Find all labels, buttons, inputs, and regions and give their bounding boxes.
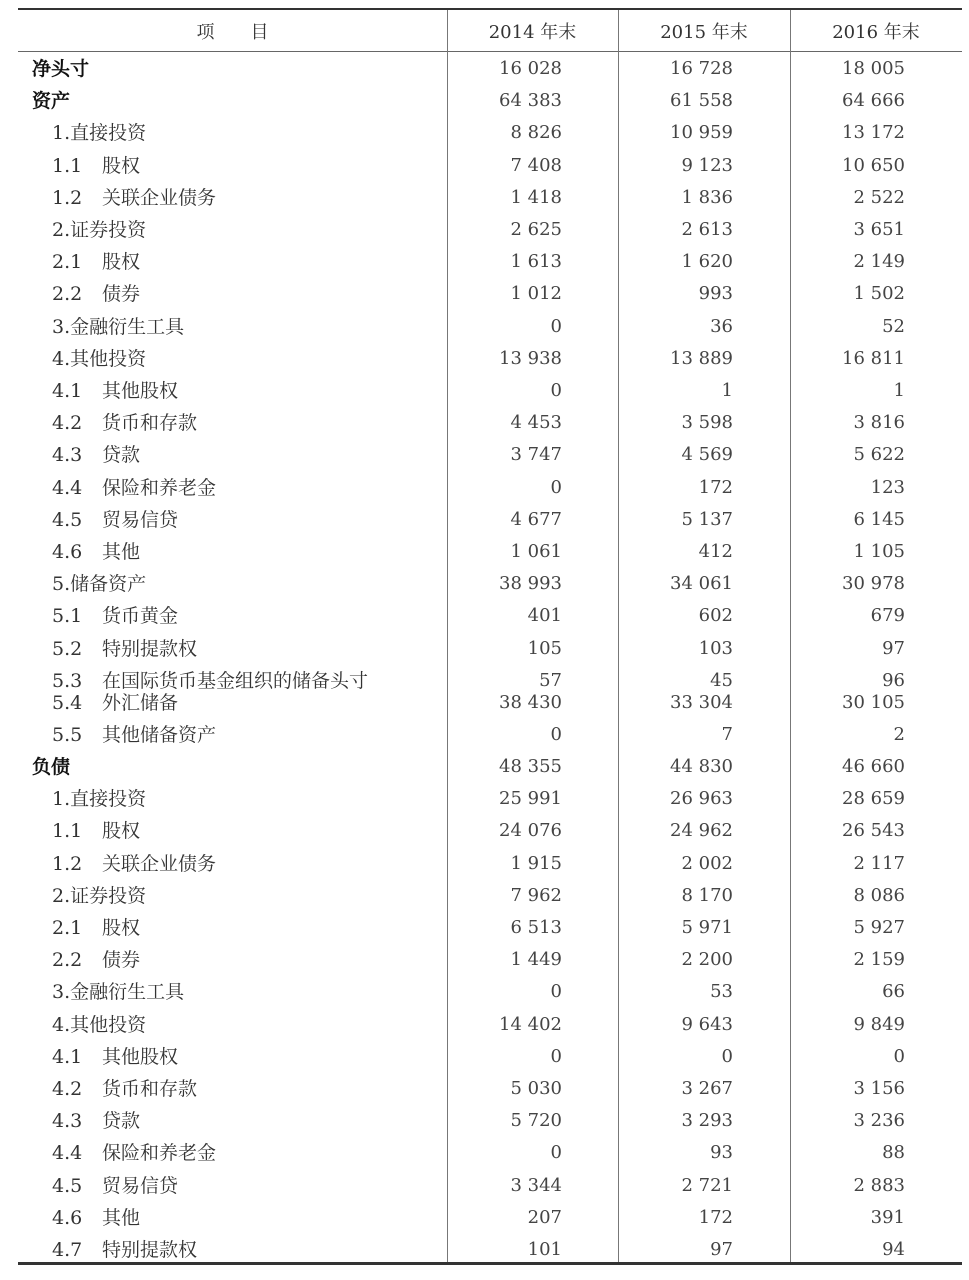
value-2016: 16 811 bbox=[842, 347, 905, 369]
value-2014: 1 012 bbox=[510, 283, 562, 305]
value-2014: 1 418 bbox=[510, 186, 562, 208]
header-2016: 2016 年末 bbox=[832, 21, 920, 43]
row-code: 4.5 bbox=[52, 508, 83, 531]
row-label bbox=[52, 1204, 140, 1232]
table-row bbox=[18, 882, 962, 910]
value-2016: 3 651 bbox=[853, 219, 905, 240]
table-row bbox=[18, 753, 962, 781]
row-text: 关联企业债务 bbox=[102, 186, 217, 209]
value-2016: 2 522 bbox=[853, 186, 905, 208]
row-text: 贷款 bbox=[102, 444, 141, 467]
row-label bbox=[52, 345, 146, 373]
row-text: 其他储备资产 bbox=[102, 723, 217, 746]
value-2016: 88 bbox=[882, 1142, 905, 1164]
value-2014: 5 720 bbox=[510, 1110, 562, 1132]
value-2014: 207 bbox=[527, 1206, 562, 1228]
row-text: 在国际货币基金组织的储备头寸 bbox=[102, 669, 369, 692]
value-2014: 3 344 bbox=[510, 1174, 562, 1196]
value-2014: 38 430 bbox=[499, 691, 562, 713]
value-2014: 5 030 bbox=[510, 1078, 562, 1099]
value-2015: 61 558 bbox=[670, 90, 733, 112]
row-text: 股权 bbox=[102, 820, 141, 843]
value-2015: 1 620 bbox=[681, 251, 733, 273]
value-2016: 2 883 bbox=[853, 1174, 905, 1196]
value-2015: 10 959 bbox=[670, 122, 733, 144]
row-code: 2.2 bbox=[52, 283, 83, 306]
value-2016: 10 650 bbox=[842, 154, 905, 176]
table-row bbox=[18, 635, 962, 663]
row-label bbox=[52, 946, 140, 974]
row-code: 1.2 bbox=[52, 186, 83, 209]
table-row bbox=[18, 538, 962, 566]
row-text: 货币和存款 bbox=[102, 412, 198, 435]
value-2016: 3 816 bbox=[853, 412, 905, 434]
row-text: 其他股权 bbox=[102, 380, 179, 402]
value-2014: 8 826 bbox=[510, 122, 562, 144]
value-2015: 2 721 bbox=[681, 1174, 733, 1196]
value-2016: 30 105 bbox=[842, 691, 905, 713]
row-text: 金融衍生工具 bbox=[70, 315, 185, 338]
row-label bbox=[52, 602, 178, 630]
value-2015: 36 bbox=[710, 315, 733, 337]
row-code: 4.4 bbox=[52, 476, 83, 499]
value-2016: 30 978 bbox=[842, 573, 905, 595]
value-2016: 46 660 bbox=[842, 756, 905, 777]
value-2014: 24 076 bbox=[499, 820, 562, 842]
value-2014: 0 bbox=[550, 1142, 562, 1164]
row-text: 特别提款权 bbox=[102, 637, 198, 660]
row-text: 保险和养老金 bbox=[102, 476, 217, 499]
value-2016: 28 659 bbox=[842, 788, 905, 810]
value-2016: 96 bbox=[882, 669, 905, 691]
row-code: 5. bbox=[52, 573, 71, 596]
row-label bbox=[52, 409, 197, 437]
row-text: 其他 bbox=[102, 1206, 141, 1229]
row-label bbox=[52, 216, 146, 244]
value-2014: 0 bbox=[550, 981, 562, 1003]
header-2014: 2014 年末 bbox=[488, 21, 577, 43]
row-code: 4. bbox=[52, 347, 71, 370]
value-2015: 1 836 bbox=[681, 186, 733, 208]
table-row bbox=[18, 441, 962, 469]
value-2014: 16 028 bbox=[499, 58, 562, 79]
table-row bbox=[18, 978, 962, 1006]
table-row bbox=[18, 1236, 962, 1264]
row-text: 直接投资 bbox=[70, 122, 147, 145]
value-2015: 103 bbox=[698, 637, 733, 659]
value-2014: 3 747 bbox=[510, 444, 562, 466]
row-code: 4.1 bbox=[52, 1045, 83, 1068]
row-code: 5.5 bbox=[52, 723, 83, 746]
row-code: 4.4 bbox=[52, 1142, 83, 1165]
value-2016: 1 105 bbox=[853, 541, 905, 562]
row-text: 其他投资 bbox=[70, 1013, 147, 1036]
value-2016: 94 bbox=[882, 1239, 905, 1260]
row-code: 4.6 bbox=[52, 1206, 83, 1229]
row-text: 贸易信贷 bbox=[102, 508, 179, 531]
table-row bbox=[18, 914, 962, 942]
table-row bbox=[18, 721, 962, 749]
row-code: 4.1 bbox=[52, 380, 83, 402]
row-label bbox=[52, 441, 140, 469]
value-2016: 2 159 bbox=[853, 949, 905, 971]
table-row bbox=[18, 248, 962, 276]
row-label bbox=[52, 377, 178, 405]
row-label bbox=[52, 635, 197, 663]
table-row bbox=[18, 377, 962, 405]
value-2016: 13 172 bbox=[842, 122, 905, 144]
value-2015: 3 267 bbox=[681, 1078, 733, 1099]
row-text: 股权 bbox=[102, 154, 141, 177]
table-row bbox=[18, 280, 962, 308]
row-label bbox=[52, 474, 216, 502]
value-2015: 3 598 bbox=[681, 412, 733, 434]
row-code: 3. bbox=[52, 981, 71, 1004]
row-label bbox=[52, 119, 146, 147]
value-2016: 2 149 bbox=[853, 251, 905, 273]
row-code: 4. bbox=[52, 1013, 71, 1036]
value-2016: 8 086 bbox=[853, 884, 905, 906]
value-2014: 4 453 bbox=[510, 412, 562, 434]
table-row bbox=[18, 345, 962, 373]
value-2014: 1 613 bbox=[510, 251, 562, 273]
table-row bbox=[18, 55, 962, 83]
row-label bbox=[52, 1139, 216, 1167]
value-2015: 5 971 bbox=[681, 917, 733, 938]
table-row bbox=[18, 152, 962, 180]
row-code: 2. bbox=[52, 884, 71, 907]
value-2014: 13 938 bbox=[499, 347, 562, 369]
table-bottom-rule bbox=[18, 1262, 962, 1265]
row-code: 4.7 bbox=[52, 1239, 83, 1261]
value-2014: 0 bbox=[550, 476, 562, 498]
value-2015: 9 123 bbox=[681, 154, 733, 176]
value-2015: 16 728 bbox=[670, 58, 733, 79]
value-2016: 1 502 bbox=[853, 283, 905, 305]
value-2015: 1 bbox=[721, 380, 733, 401]
row-label bbox=[52, 1075, 197, 1103]
value-2014: 7 962 bbox=[510, 884, 562, 906]
value-2016: 5 622 bbox=[853, 444, 905, 466]
table-row bbox=[18, 474, 962, 502]
value-2016: 2 bbox=[893, 723, 905, 745]
table-row bbox=[18, 689, 962, 717]
value-2015: 3 293 bbox=[681, 1110, 733, 1132]
row-text: 债券 bbox=[102, 949, 141, 972]
value-2015: 34 061 bbox=[670, 573, 733, 595]
row-text: 其他 bbox=[102, 541, 141, 563]
row-label bbox=[52, 506, 178, 534]
row-label bbox=[52, 689, 178, 717]
value-2014: 38 993 bbox=[499, 573, 562, 595]
value-2015: 26 963 bbox=[670, 788, 733, 810]
table-row bbox=[18, 1204, 962, 1232]
row-label bbox=[52, 538, 140, 566]
row-text: 其他投资 bbox=[70, 347, 147, 370]
value-2015: 45 bbox=[710, 669, 733, 691]
value-2016: 2 117 bbox=[853, 852, 905, 874]
value-2015: 602 bbox=[698, 605, 733, 627]
row-text: 储备资产 bbox=[70, 573, 147, 596]
table-row bbox=[18, 184, 962, 212]
row-label bbox=[52, 313, 184, 341]
row-label bbox=[52, 1043, 178, 1071]
value-2015: 412 bbox=[698, 541, 733, 562]
value-2015: 5 137 bbox=[681, 508, 733, 530]
value-2016: 1 bbox=[893, 380, 905, 401]
value-2014: 0 bbox=[550, 315, 562, 337]
table-row bbox=[18, 946, 962, 974]
value-2015: 24 962 bbox=[670, 820, 733, 842]
value-2015: 13 889 bbox=[670, 347, 733, 369]
row-label bbox=[52, 570, 146, 598]
row-code: 4.5 bbox=[52, 1174, 83, 1197]
table-row bbox=[18, 313, 962, 341]
row-label bbox=[52, 850, 216, 878]
row-label bbox=[52, 1107, 140, 1135]
value-2014: 1 915 bbox=[510, 852, 562, 874]
row-text: 资产 bbox=[32, 90, 71, 113]
value-2016: 64 666 bbox=[842, 90, 905, 112]
row-label bbox=[52, 817, 140, 845]
value-2014: 0 bbox=[550, 380, 562, 401]
row-label bbox=[52, 1172, 178, 1200]
value-2015: 44 830 bbox=[670, 756, 733, 777]
row-code: 1.2 bbox=[52, 852, 83, 875]
table-row bbox=[18, 1011, 962, 1039]
row-label bbox=[52, 882, 146, 910]
table-row bbox=[18, 785, 962, 813]
row-label bbox=[52, 1011, 146, 1039]
table-row bbox=[18, 850, 962, 878]
value-2015: 7 bbox=[721, 723, 733, 745]
row-code: 1.1 bbox=[52, 154, 83, 177]
value-2016: 66 bbox=[882, 981, 905, 1003]
value-2014: 7 408 bbox=[510, 154, 562, 176]
row-text: 保险和养老金 bbox=[102, 1142, 217, 1165]
row-text: 贸易信贷 bbox=[102, 1174, 179, 1197]
row-code: 2.1 bbox=[52, 251, 83, 274]
table-row bbox=[18, 1043, 962, 1071]
table-row bbox=[18, 119, 962, 147]
value-2014: 4 677 bbox=[510, 508, 562, 530]
row-text: 证券投资 bbox=[70, 219, 147, 241]
table-row bbox=[18, 1107, 962, 1135]
row-code: 2.1 bbox=[52, 917, 83, 939]
row-text: 股权 bbox=[102, 917, 141, 939]
value-2015: 53 bbox=[710, 981, 733, 1003]
row-code: 5.4 bbox=[52, 691, 83, 714]
row-code: 3. bbox=[52, 315, 71, 338]
value-2016: 123 bbox=[870, 476, 905, 498]
row-label bbox=[52, 152, 140, 180]
row-text: 净头寸 bbox=[32, 58, 90, 80]
row-label bbox=[32, 753, 70, 781]
row-text: 股权 bbox=[102, 251, 141, 274]
value-2015: 172 bbox=[698, 476, 733, 498]
row-code: 4.3 bbox=[52, 444, 83, 467]
value-2016: 18 005 bbox=[842, 58, 905, 79]
value-2015: 4 569 bbox=[681, 444, 733, 466]
value-2014: 105 bbox=[527, 637, 562, 659]
value-2014: 6 513 bbox=[510, 917, 562, 938]
value-2014: 401 bbox=[527, 605, 562, 627]
row-text: 关联企业债务 bbox=[102, 852, 217, 875]
row-code: 2.2 bbox=[52, 949, 83, 972]
row-label bbox=[52, 914, 140, 942]
table-row bbox=[18, 506, 962, 534]
row-code: 5.2 bbox=[52, 637, 83, 660]
value-2016: 97 bbox=[882, 637, 905, 659]
row-text: 其他股权 bbox=[102, 1045, 179, 1068]
table-row bbox=[18, 817, 962, 845]
row-label bbox=[52, 280, 140, 308]
table-row bbox=[18, 1139, 962, 1167]
row-text: 债券 bbox=[102, 283, 141, 306]
row-code: 4.3 bbox=[52, 1110, 83, 1133]
row-code: 4.2 bbox=[52, 412, 83, 435]
value-2016: 679 bbox=[870, 605, 905, 627]
row-text: 外汇储备 bbox=[102, 691, 179, 714]
table-row bbox=[18, 602, 962, 630]
table-row bbox=[18, 570, 962, 598]
row-code: 2. bbox=[52, 219, 71, 241]
row-text: 特别提款权 bbox=[102, 1239, 198, 1261]
row-label bbox=[52, 184, 216, 212]
row-code: 4.6 bbox=[52, 541, 83, 563]
row-code: 5.1 bbox=[52, 605, 83, 628]
row-text: 证券投资 bbox=[70, 884, 147, 907]
value-2014: 25 991 bbox=[499, 788, 562, 810]
row-code: 4.2 bbox=[52, 1078, 83, 1100]
value-2016: 6 145 bbox=[853, 508, 905, 530]
value-2015: 93 bbox=[710, 1142, 733, 1164]
value-2015: 172 bbox=[698, 1206, 733, 1228]
row-label bbox=[52, 978, 184, 1006]
value-2015: 2 200 bbox=[681, 949, 733, 971]
value-2016: 0 bbox=[893, 1045, 905, 1067]
value-2014: 101 bbox=[527, 1239, 562, 1260]
row-label bbox=[32, 55, 89, 83]
row-text: 货币黄金 bbox=[102, 605, 179, 628]
row-label bbox=[52, 1236, 197, 1264]
value-2016: 391 bbox=[870, 1206, 905, 1228]
table-row bbox=[18, 216, 962, 244]
row-text: 贷款 bbox=[102, 1110, 141, 1133]
value-2016: 3 236 bbox=[853, 1110, 905, 1132]
table-row bbox=[18, 1172, 962, 1200]
header-2015: 2015 年末 bbox=[660, 21, 748, 43]
value-2015: 2 613 bbox=[681, 219, 733, 240]
value-2015: 993 bbox=[698, 283, 733, 305]
value-2016: 9 849 bbox=[853, 1013, 905, 1035]
value-2016: 52 bbox=[882, 315, 905, 337]
value-2014: 0 bbox=[550, 1045, 562, 1067]
value-2016: 3 156 bbox=[853, 1078, 905, 1099]
row-label bbox=[52, 785, 146, 813]
value-2015: 9 643 bbox=[681, 1013, 733, 1035]
value-2014: 48 355 bbox=[499, 756, 562, 777]
value-2014: 57 bbox=[539, 669, 562, 691]
value-2015: 2 002 bbox=[681, 852, 733, 874]
value-2015: 97 bbox=[710, 1239, 733, 1260]
value-2014: 2 625 bbox=[510, 219, 562, 240]
row-label bbox=[52, 721, 216, 749]
value-2015: 0 bbox=[721, 1045, 733, 1067]
value-2014: 64 383 bbox=[499, 90, 562, 112]
row-text: 金融衍生工具 bbox=[70, 981, 185, 1004]
value-2016: 26 543 bbox=[842, 820, 905, 842]
value-2015: 8 170 bbox=[681, 884, 733, 906]
row-label bbox=[52, 248, 140, 276]
value-2015: 33 304 bbox=[670, 691, 733, 713]
header-item: 项 目 bbox=[196, 21, 269, 43]
row-code: 1. bbox=[52, 788, 71, 811]
row-label bbox=[32, 87, 70, 115]
value-2016: 5 927 bbox=[853, 917, 905, 938]
table-row bbox=[18, 87, 962, 115]
value-2014: 14 402 bbox=[499, 1013, 562, 1035]
value-2014: 1 061 bbox=[510, 541, 562, 562]
row-text: 货币和存款 bbox=[102, 1078, 198, 1100]
row-code: 5.3 bbox=[52, 669, 83, 692]
table-row bbox=[18, 1075, 962, 1103]
table-row bbox=[18, 409, 962, 437]
header-rule bbox=[18, 51, 962, 52]
row-code: 1. bbox=[52, 122, 71, 145]
row-code: 1.1 bbox=[52, 820, 83, 843]
row-text: 直接投资 bbox=[70, 788, 147, 811]
value-2014: 0 bbox=[550, 723, 562, 745]
value-2014: 1 449 bbox=[510, 949, 562, 971]
row-text: 负债 bbox=[32, 756, 71, 778]
